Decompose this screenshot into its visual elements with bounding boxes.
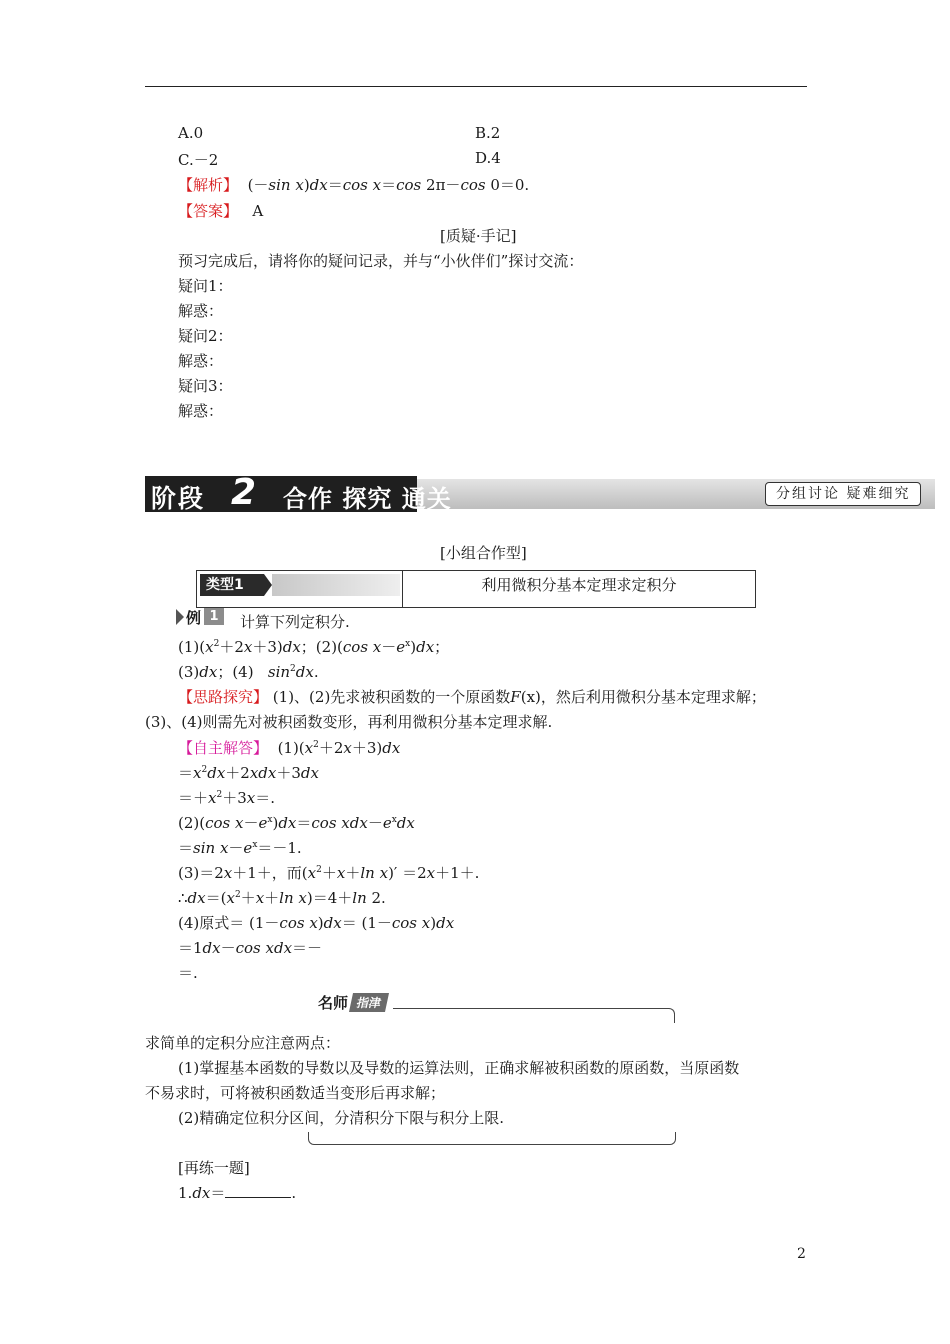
example-word: 例 — [186, 609, 202, 627]
solution-line-3 — [178, 787, 275, 808]
choice-b: B.2 — [475, 124, 501, 142]
stage-subtitle-box: 分组讨论 疑难细究 — [765, 482, 921, 506]
math: x — [343, 739, 352, 757]
group-title: [小组合作型] — [440, 544, 527, 562]
math: － — [243, 814, 259, 832]
math: ) — [317, 914, 324, 932]
math: － — [220, 939, 236, 957]
math: － — [381, 638, 397, 656]
question-2: 疑问2： — [178, 327, 233, 345]
math: . — [313, 663, 319, 681]
solution-line-1 — [178, 737, 400, 758]
math: 2. — [366, 889, 386, 907]
practice-title: [再练一题] — [178, 1159, 250, 1177]
idea-text: (1)、(2)先求被积函数的一个原函数 — [272, 688, 511, 706]
solution-line-8 — [178, 912, 454, 933]
analysis-text: 2π－ — [421, 176, 461, 194]
idea-line-2: (3)、(4)则需先对被积函数变形，再利用微积分基本定理求解. — [145, 713, 553, 731]
math: x — [304, 739, 314, 757]
math: ln — [352, 889, 367, 907]
math: ；(2)( — [300, 638, 343, 656]
math: x — [205, 638, 214, 656]
page-number: 2 — [797, 1246, 806, 1262]
math: ＝－1. — [257, 839, 302, 857]
type-label-cell — [197, 571, 403, 607]
math: cos xdx — [311, 814, 368, 832]
math: x — [243, 638, 253, 656]
answer-2: 解惑： — [178, 352, 224, 370]
math: － — [228, 839, 244, 857]
math: cos x — [342, 638, 382, 656]
math: dx — [207, 764, 226, 782]
stage-title: 合作 探究 通关 — [283, 485, 452, 513]
math: ) — [430, 914, 437, 932]
analysis-text: 0＝0. — [485, 176, 530, 194]
example-line-2 — [178, 661, 319, 682]
math: ； — [434, 638, 450, 656]
solution-label: 【自主解答】 — [178, 739, 269, 757]
choice-d: D.4 — [475, 149, 501, 167]
math: cos x — [279, 914, 318, 932]
example-text: 计算下列定积分. — [240, 613, 350, 631]
math: ＝. — [255, 789, 276, 807]
analysis-text: sin x — [268, 176, 304, 194]
type-title: 利用微积分基本定理求定积分 — [481, 576, 677, 594]
math: . — [291, 1184, 297, 1202]
idea-text: ，然后利用微积分基本定理求解； — [540, 688, 766, 706]
math: sin x — [193, 839, 229, 857]
question-1: 疑问1： — [178, 277, 233, 295]
math: dx — [192, 1184, 211, 1202]
math: 1. — [178, 1184, 193, 1202]
analysis-text: cos — [396, 176, 422, 194]
analysis-text: cos x — [342, 176, 382, 194]
math: － — [367, 814, 383, 832]
tip-line-3: 不易求时，可将被积函数适当变形后再求解； — [145, 1084, 446, 1102]
math: )＝4＋ — [306, 889, 353, 907]
math: ＝ — [210, 1184, 226, 1202]
math: dx — [416, 638, 435, 656]
answer-line — [178, 200, 263, 221]
math: ＋ — [345, 864, 361, 882]
tip-header — [318, 992, 393, 1016]
math: ln x — [360, 864, 389, 882]
math: (2)( — [178, 814, 206, 832]
answer-1: 解惑： — [178, 302, 224, 320]
math: e — [258, 814, 268, 832]
math: 2 — [234, 890, 241, 900]
math: x — [223, 864, 233, 882]
tip-line-4: (2)精确定位积分区间，分清积分下限与积分上限. — [178, 1109, 505, 1127]
math: dx — [278, 814, 297, 832]
answer-3: 解惑： — [178, 402, 224, 420]
triangle-icon — [176, 609, 184, 625]
stage-number: 2 — [231, 472, 257, 513]
math: ＋2 — [219, 638, 244, 656]
math: ＝ — [296, 814, 312, 832]
choice-c: C.－2 — [178, 151, 219, 169]
math: dx — [295, 663, 314, 681]
math: ＋2 — [225, 764, 250, 782]
math: dx — [382, 739, 401, 757]
math: ＝ — [178, 839, 194, 857]
math: cos xdx — [235, 939, 293, 957]
tip-line-2: (1)掌握基本函数的导数以及导数的运算法则，正确求解被积函数的原函数，当原函数 — [178, 1059, 740, 1077]
analysis-text: (－ — [247, 176, 269, 194]
solution-line-10: ＝. — [178, 964, 198, 982]
math: (3) — [178, 663, 200, 681]
math: (1)( — [178, 638, 206, 656]
answer-blank — [225, 1185, 291, 1198]
math: 2 — [313, 740, 319, 750]
math: cos x — [205, 814, 244, 832]
math: ＋1＋，而( — [232, 864, 308, 882]
math: x — [426, 864, 436, 882]
idea-label: 【思路探究】 — [178, 688, 269, 706]
analysis-text: ＝ — [327, 176, 343, 194]
math: ＋ — [240, 889, 256, 907]
idea-text: (x) — [520, 688, 541, 706]
math: ＋3 — [276, 764, 301, 782]
type-gradient-bar — [272, 574, 400, 596]
math: 2 — [201, 765, 208, 775]
math: x — [307, 864, 317, 882]
math: dx — [436, 914, 455, 932]
math: ；(4) — [217, 663, 268, 681]
math: x — [255, 889, 265, 907]
math: 2 — [213, 639, 220, 649]
solution-line-5 — [178, 837, 302, 858]
math: ＝－ — [292, 939, 323, 957]
analysis-label: 【解析】 — [178, 176, 239, 194]
idea-text: F — [510, 688, 521, 706]
math: ＋3 — [222, 789, 247, 807]
answer-value: A — [252, 202, 264, 220]
math: 2 — [216, 790, 223, 800]
math: e — [396, 638, 406, 656]
math: ln x — [279, 889, 307, 907]
math: (4)原式＝ (1－ — [178, 914, 280, 932]
math: x — [208, 789, 217, 807]
analysis-text: ＝ — [381, 176, 397, 194]
tip-word: 名师 — [318, 994, 349, 1012]
stage-banner — [145, 472, 935, 513]
math: 2 — [290, 664, 296, 674]
tip-tag: 指津 — [349, 993, 389, 1012]
practice-question — [178, 1182, 296, 1203]
math: cos x — [391, 914, 431, 932]
math: x — [193, 764, 202, 782]
math: dx — [300, 764, 319, 782]
math: ＝＋ — [178, 789, 209, 807]
notes-intro: 预习完成后，请将你的疑问记录，并与“小伙伴们”探讨交流： — [178, 252, 584, 270]
math: ) — [410, 638, 417, 656]
math: dx — [199, 663, 218, 681]
math: x — [226, 889, 235, 907]
math: dx — [202, 939, 221, 957]
math: sin — [267, 663, 291, 681]
math: 2 — [316, 865, 322, 875]
math: (3)＝2 — [178, 864, 224, 882]
math: x — [246, 789, 256, 807]
math: e — [243, 839, 253, 857]
math: ＝ — [178, 764, 194, 782]
question-3: 疑问3： — [178, 377, 233, 395]
math: (1)( — [277, 739, 305, 757]
math: xdx — [249, 764, 277, 782]
analysis-text: cos — [460, 176, 486, 194]
math: ∴ — [178, 889, 188, 907]
math: x — [405, 639, 411, 649]
solution-line-7 — [178, 887, 386, 908]
arrow-icon — [264, 574, 272, 596]
solution-line-6 — [178, 862, 479, 883]
math: x — [267, 815, 273, 825]
math: e — [382, 814, 392, 832]
solution-line-9 — [178, 937, 322, 958]
choice-a: A.0 — [178, 124, 204, 142]
idea-line-1 — [178, 686, 766, 707]
tip-bottom-border — [308, 1132, 676, 1145]
type-table — [196, 570, 756, 608]
math: ＋1＋. — [435, 864, 480, 882]
example-line-1 — [178, 636, 449, 657]
stage-label: 阶段 — [151, 484, 206, 513]
notes-title: [质疑·手记] — [440, 227, 517, 245]
example-badge — [176, 607, 226, 627]
solution-line-2 — [178, 762, 319, 783]
math: ＝ (1－ — [341, 914, 392, 932]
math: ＋3) — [252, 638, 283, 656]
math: dx — [282, 638, 301, 656]
math: ＋ — [321, 864, 337, 882]
math: )′ ＝2 — [388, 864, 427, 882]
math: dx — [396, 814, 415, 832]
math: ＋ — [264, 889, 280, 907]
math: ＝1 — [178, 939, 203, 957]
math: x — [252, 840, 258, 850]
math: x — [336, 864, 346, 882]
header-rule — [145, 86, 807, 87]
example-number: 1 — [204, 608, 224, 625]
type-label: 类型1 — [200, 574, 264, 596]
math: dx — [323, 914, 342, 932]
analysis-line — [178, 174, 529, 195]
math: ＝( — [205, 889, 227, 907]
math: dx — [187, 889, 206, 907]
analysis-text: dx — [309, 176, 328, 194]
tip-line-1: 求简单的定积分应注意两点： — [145, 1034, 341, 1052]
analysis-text: ) — [303, 176, 310, 194]
math: ) — [272, 814, 279, 832]
math: ＋3) — [351, 739, 383, 757]
solution-line-4 — [178, 812, 415, 833]
math: ＋2 — [318, 739, 344, 757]
math: x — [391, 815, 397, 825]
answer-label: 【答案】 — [178, 202, 239, 220]
